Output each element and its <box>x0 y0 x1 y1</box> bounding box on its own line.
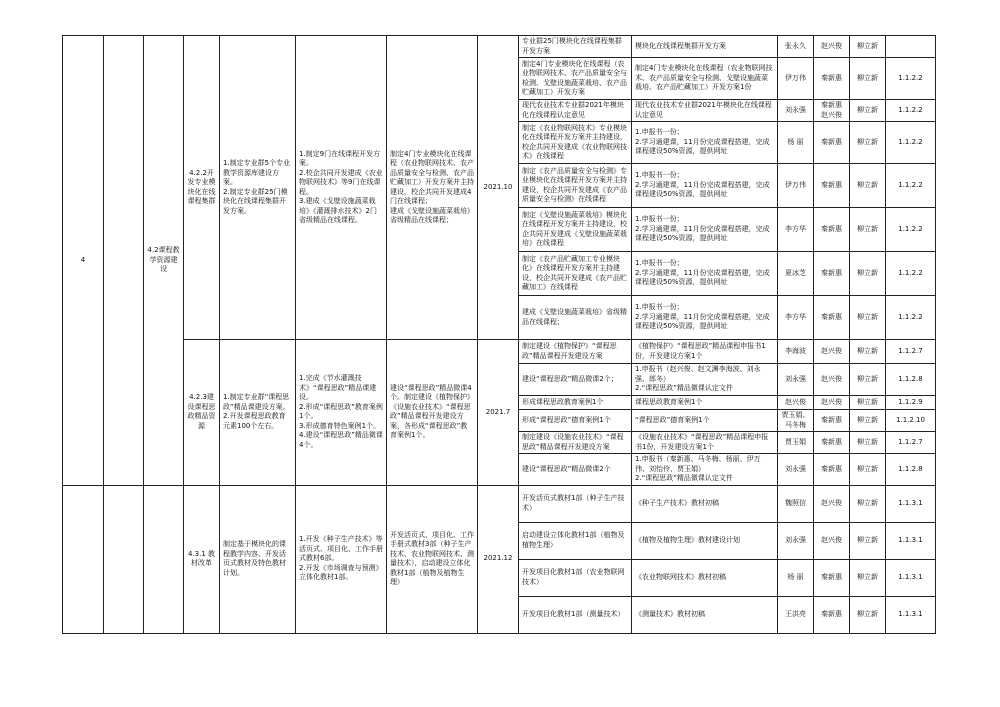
leader-cell: 赵兴俊 <box>814 485 850 522</box>
code-cell: 1.1.2.2 <box>886 100 936 122</box>
code-cell: 1.1.2.7 <box>886 432 936 454</box>
task-cell: 制定《农业物联网技术》专业模块化在线课程开发方案并主持建设，校企共同开发建成《农业物联网技术》在线课程 <box>519 122 632 164</box>
plan-table <box>62 35 936 634</box>
task-cell: 现代农业技术专业群2021年模块化在线课程认定意见 <box>519 100 632 122</box>
date-cell: 2021.7 <box>478 340 519 486</box>
task-cell: 形成“课程思政”德育案例1个 <box>519 410 632 432</box>
output-cell: “课程思政”德育案例1个 <box>632 410 778 432</box>
date-cell: 2021.10 <box>478 36 519 340</box>
blank-cell <box>63 485 104 633</box>
resp-cell: 柳立新 <box>850 485 886 522</box>
output-cell: 《植物保护》“课程思政”精品课程申报书1份，开发建设方案1个 <box>632 340 778 364</box>
leader-cell: 秦新惠 <box>814 454 850 486</box>
blank-cell <box>104 485 144 633</box>
resp-cell: 柳立新 <box>850 100 886 122</box>
person-cell: 李方华 <box>778 208 814 252</box>
task-cell: 启动建设立体化教材1部（植物及植物生理） <box>519 522 632 559</box>
code-cell: 1.1.3.1 <box>886 522 936 559</box>
person-cell: 刘永强 <box>778 522 814 559</box>
output-cell: 课程思政教育案例1个 <box>632 396 778 410</box>
person-cell: 贾玉娟、马冬梅 <box>778 410 814 432</box>
leader-cell: 秦新惠 <box>814 296 850 340</box>
leader-cell: 秦新惠 <box>814 164 850 208</box>
code-cell: 1.1.2.2 <box>886 58 936 100</box>
task-cell: 制定《戈壁设施蔬菜栽培》模块化在线课程开发方案并主持建设，校企共同开发建成《戈壁设施蔬菜栽培》在线课程 <box>519 208 632 252</box>
output-cell: 1.申报书（秦新惠、马冬梅、杨丽、伊万伟、刘怡伶、贾玉娟） 2.“课程思政”精品微课认定文件 <box>632 454 778 486</box>
code-cell: 1.1.3.1 <box>886 485 936 522</box>
person-cell: 赵兴俊 <box>778 396 814 410</box>
code-cell: 1.1.2.2 <box>886 122 936 164</box>
person-cell: 刘永强 <box>778 454 814 486</box>
leader-cell: 秦新惠 <box>814 252 850 296</box>
output-cell: 《植物及植物生理》教材建设计划 <box>632 522 778 559</box>
output-cell: 制定4门专业模块化在线课程（农业物联网技术、农产品质量安全与检测、戈壁设施蔬菜栽培、农产品贮藏加工）开发方案1份 <box>632 58 778 100</box>
leader-cell: 秦新惠 <box>814 410 850 432</box>
task-cell: 开发项目化教材1部（测量技术） <box>519 596 632 633</box>
person-cell: 王洪亮 <box>778 596 814 633</box>
sub-item: 4.2.3建设课程思政精品资源 <box>184 340 220 486</box>
output-cell: 模块化在线课程集群开发方案 <box>632 36 778 58</box>
output-cell: 《农业物联网技术》教材初稿 <box>632 559 778 596</box>
person-cell: 李海波 <box>778 340 814 364</box>
task-cell: 制定建设《植物保护》“课程思政”精品课程开发建设方案 <box>519 340 632 364</box>
code-cell: 1.1.3.1 <box>886 596 936 633</box>
resp-cell: 柳立新 <box>850 296 886 340</box>
resp-cell: 柳立新 <box>850 36 886 58</box>
output-cell: 《测量技术》教材初稿 <box>632 596 778 633</box>
task-cell: 形成课程思政教育案例1个 <box>519 396 632 410</box>
task-cell: 专业群25门模块化在线课程集群开发方案 <box>519 36 632 58</box>
output-cell: 1.申报书一份； 2.学习通建课，11月份完成课程搭建，完成课程建设50%资源，提供网址 <box>632 122 778 164</box>
code-cell: 1.1.2.2 <box>886 164 936 208</box>
person-cell: 伊万伟 <box>778 58 814 100</box>
person-cell: 魏照信 <box>778 485 814 522</box>
content-cell: 1.制定9门在线课程开发方案。 2.校企共同开发建成《农业物联网技术》等9门在线课程。 3.建成《戈壁设施蔬菜栽培》《灌溉排水技术》2门省级精品在线课程。 <box>296 36 387 340</box>
date-cell: 2021.12 <box>478 485 519 633</box>
code-cell: 1.1.2.8 <box>886 364 936 396</box>
leader-cell: 秦新惠 赵兴俊 <box>814 100 850 122</box>
task-cell: 制定建设《设施农业技术》“课程思政”精品课程开发建设方案 <box>519 432 632 454</box>
leader-cell: 赵兴俊 <box>814 364 850 396</box>
resp-cell: 柳立新 <box>850 208 886 252</box>
resp-cell: 柳立新 <box>850 432 886 454</box>
measure-cell: 建设“课程思政”精品微课4个。制定建设《植物保护》《设施农业技术》“课程思政”精品课程开发建设方案，各形成“课程思政”教育案例1个。 <box>387 340 478 486</box>
sub-item: 4.2.2开发专业模块化在线课程集群 <box>184 36 220 340</box>
leader-cell: 秦新惠 <box>814 596 850 633</box>
code-cell: 1.1.2.7 <box>886 340 936 364</box>
task-cell: 制定《农产品质量安全与检测》专业模块化在线课程开发方案并主持建设，校企共同开发建成《农产品质量安全与检测》在线课程 <box>519 164 632 208</box>
resp-cell: 柳立新 <box>850 522 886 559</box>
leader-cell: 秦新惠 <box>814 432 850 454</box>
blank-cell <box>104 36 144 486</box>
task-cell: 建成《戈壁设施蔬菜栽培》省级精品在线课程； <box>519 296 632 340</box>
goal-cell: 1.制定专业群“课程思政”精品课建设方案。 2.开发课程思政教育元素100个左右。 <box>220 340 296 486</box>
resp-cell: 柳立新 <box>850 364 886 396</box>
goal-cell: 1.制定专业群5个专业教学资源库建设方案。 2.制定专业群25门模块化在线课程集群开发方案。 <box>220 36 296 340</box>
output-cell: 1.申报书（赵兴俊、赵文渊李海波、刘永强、郎冬） 2.“课程思政”精品微课认定文件 <box>632 364 778 396</box>
code-cell: 1.1.2.2 <box>886 252 936 296</box>
output-cell: 现代农业技术专业群2021年模块化在线课程认定意见 <box>632 100 778 122</box>
task-cell: 建设“课程思政”精品微课2个； <box>519 364 632 396</box>
output-cell: 1.申报书一份； 2.学习通建课，11月份完成课程搭建，完成课程建设50%资源，提供网址 <box>632 296 778 340</box>
goal-cell: 制定基于模块化的课程教学内容、开发活页式教材及特色教材计划。 <box>220 485 296 633</box>
content-cell: 1.开发《种子生产技术》等活页式、项目化、工作手册式教材6部。 2.开发《市场调查与预测》立体化教材1部。 <box>296 485 387 633</box>
person-cell: 张永久 <box>778 36 814 58</box>
sub-item: 4.3.1 教材改革 <box>184 485 220 633</box>
leader-cell: 秦新惠 <box>814 559 850 596</box>
code-cell: 1.1.2.10 <box>886 410 936 432</box>
code-cell: 1.1.3.1 <box>886 559 936 596</box>
code-cell: 1.1.2.9 <box>886 396 936 410</box>
row-number: 4 <box>63 36 104 486</box>
content-cell: 1.完成《节水灌溉技术》“课程思政”精品课建设。 2.形成“课程思政”教育案例1个。 3.形成德育特色案例1个。 4.建设“课程思政”精品微课4个。 <box>296 340 387 486</box>
resp-cell: 柳立新 <box>850 559 886 596</box>
resp-cell: 柳立新 <box>850 454 886 486</box>
output-cell: 1.申报书一份； 2.学习通建课，11月份完成课程搭建，完成课程建设50%资源，提供网址 <box>632 164 778 208</box>
task-cell: 制定4门专业模块化在线课程（农业物联网技术、农产品质量安全与检测、戈壁设施蔬菜栽培、农产品贮藏加工）开发方案 <box>519 58 632 100</box>
leader-cell: 赵兴俊 <box>814 522 850 559</box>
task-cell: 建设“课程思政”精品微课2个 <box>519 454 632 486</box>
code-cell: 1.1.2.8 <box>886 454 936 486</box>
resp-cell: 柳立新 <box>850 164 886 208</box>
code-cell: 1.1.2.2 <box>886 296 936 340</box>
task-cell: 制定《农产品贮藏加工专业模块化》在线课程开发方案并主持建设，校企共同开发建成《农产品贮藏加工》在线课程 <box>519 252 632 296</box>
person-cell: 刘永强 <box>778 100 814 122</box>
resp-cell: 柳立新 <box>850 410 886 432</box>
task-cell: 开发项目化教材1部（农业物联网技术） <box>519 559 632 596</box>
person-cell: 贾玉娟 <box>778 432 814 454</box>
resp-cell: 柳立新 <box>850 252 886 296</box>
code-cell: 1.1.2.2 <box>886 208 936 252</box>
measure-cell: 制定4门专业模块化在线课程（农业物联网技术、农产品质量安全与检测、农产品贮藏加工）开发方案并主持建设，校企共同开发建成4门在线课程； 建成《戈壁设施蔬菜栽培》省级精品在线课程； <box>387 36 478 340</box>
output-cell: 1.申报书一份； 2.学习通建课，11月份完成课程搭建，完成课程建设50%资源，提供网址 <box>632 208 778 252</box>
leader-cell: 秦新惠 <box>814 58 850 100</box>
task-cell: 开发活页式教材1部（种子生产技术） <box>519 485 632 522</box>
leader-cell: 秦新惠 <box>814 208 850 252</box>
resp-cell: 柳立新 <box>850 58 886 100</box>
resp-cell: 柳立新 <box>850 596 886 633</box>
resp-cell: 柳立新 <box>850 122 886 164</box>
person-cell: 伊万伟 <box>778 164 814 208</box>
output-cell: 1.申报书一份； 2.学习通建课，11月份完成课程搭建，完成课程建设50%资源，提供网址 <box>632 252 778 296</box>
person-cell: 杨 丽 <box>778 559 814 596</box>
person-cell: 杨 丽 <box>778 122 814 164</box>
leader-cell: 秦新惠 <box>814 122 850 164</box>
output-cell: 《种子生产技术》教材初稿 <box>632 485 778 522</box>
blank-cell <box>144 485 184 633</box>
category-cell: 4.2课程教学资源建设 <box>144 36 184 486</box>
leader-cell: 赵兴俊 <box>814 340 850 364</box>
person-cell: 夏冰芝 <box>778 252 814 296</box>
measure-cell: 开发活页式、项目化、工作手册式教材3部（种子生产技术、农业物联网技术、测量技术），启动建设立体化教材1部（植物及植物生理） <box>387 485 478 633</box>
resp-cell: 柳立新 <box>850 396 886 410</box>
resp-cell: 柳立新 <box>850 340 886 364</box>
leader-cell: 赵兴俊 <box>814 396 850 410</box>
output-cell: 《设施农业技术》“课程思政”精品课程申报书1份，开发建设方案1个 <box>632 432 778 454</box>
person-cell: 刘永强 <box>778 364 814 396</box>
leader-cell: 赵兴俊 <box>814 36 850 58</box>
code-cell <box>886 36 936 58</box>
person-cell: 李方华 <box>778 296 814 340</box>
